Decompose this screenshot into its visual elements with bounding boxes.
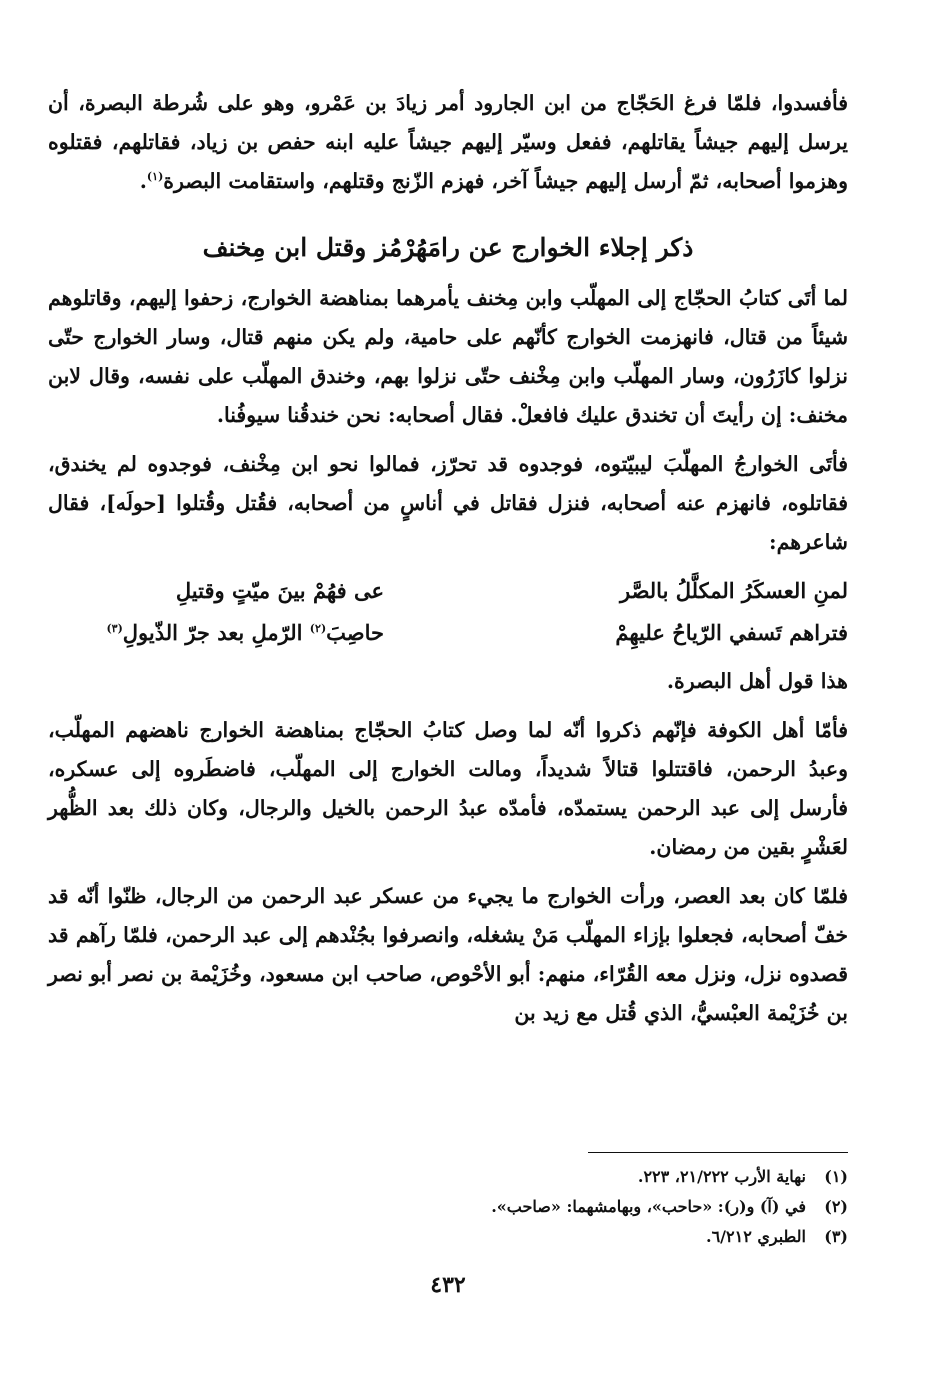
poem-line-2-rest: الرّملِ بعد جرّ الذّيولِ xyxy=(122,620,310,645)
footnote-number: (١) xyxy=(824,1167,848,1186)
footnote-item xyxy=(48,1162,848,1192)
intro-paragraph xyxy=(48,84,848,201)
footnote-text: الطبري ٦/٢١٢. xyxy=(706,1227,806,1246)
footnote-ref-1[interactable]: (١) xyxy=(146,170,164,184)
footnotes xyxy=(48,1162,848,1252)
paragraph-1: لما أتَى كتابُ الحجّاج إلى المهلّب وابن مِخنف يأمرهما بمناهضة الخوارج، زحفوا إليهم، وقاتلوهم شيئاً من قتال، فانهزمت الخوارج كأنّهم على حامية، ولم يكن منهم قتال، وسار الخوارج حتّى نزلوا كازَرُون، وسار المهلّب وابن مِخْنف حتّى نزلوا بهم، وخندق المهلّب على نفسه، وقال لابن مخنف: إن رأيتَ أن تخندق عليك فافعلْ. فقال أصحابه: نحن خندقُنا سيوفُنا. xyxy=(48,286,848,427)
footnote-item xyxy=(48,1222,848,1252)
footnote-item xyxy=(48,1192,848,1222)
poem-line-1-second-hemistich: عى فهُمْ بينَ ميّتٍ وقتيلِ xyxy=(175,578,384,603)
note-basra: هذا قول أهل البصرة. xyxy=(666,669,848,693)
poem-line-2-first-hemistich: فتراهم تَسفي الرّياحُ عليهِمْ xyxy=(615,620,848,645)
footnote-ref-2[interactable]: (٢) xyxy=(309,622,327,635)
footnote-ref-3[interactable]: (٣) xyxy=(106,622,123,635)
poem-line-1 xyxy=(48,570,848,612)
poem-line-1-first-hemistich: لمنِ العسكَرُ المكلَّلُ بالصَّر xyxy=(619,578,848,603)
footnote-text: نهاية الأرب ٢١/٢٢٢، ٢٢٣. xyxy=(637,1167,806,1186)
intro-tail: . xyxy=(139,169,147,193)
page-number: ٤٣٢ xyxy=(430,1272,466,1298)
poem-line-2-second-hemistich xyxy=(48,612,384,654)
footnote-number: (٣) xyxy=(824,1227,848,1246)
page-body xyxy=(48,84,848,1344)
paragraph-3: فأمّا أهل الكوفة فإنّهم ذكروا أنّه لما وصل كتابُ الحجّاج بمناهضة الخوارج ناهضهم المهلّب، وعبدُ الرحمن، فاقتتلوا قتالاً شديداً، ومالت الخوارج إلى المهلّب، فاضطَروه إلى عسكره، فأرسل إلى عبد الرحمن يستمدّه، فأمدّه عبدُ الرحمن بالخيل والرجال، وكان ذلك بعد الظُّهر لعَشْرٍ بقين من رمضان. xyxy=(48,718,848,859)
footnote-text: في (آ) و(ر): «حاحب»، وبهامشهما: «صاحب». xyxy=(491,1197,806,1216)
footnote-number: (٢) xyxy=(824,1197,848,1216)
paragraph-4: فلمّا كان بعد العصر، ورأت الخوارج ما يجيء من عسكر عبد الرحمن من الرجال، ظنّوا أنّه قد خفّ أصحابه، فجعلوا بإزاء المهلّب مَنْ يشغله، وانصرفوا بجُنْدهم إلى عبد الرحمن، فلمّا رآهم قد قصدوه نزل، ونزل معه القُرّاء، منهم: أبو الأحْوص، صاحب ابن مسعود، وخُزَيْمة بن نصر أبو نصر بن خُزَيْمة العبْسيُّ، الذي قُتل مع زيد بن xyxy=(48,884,848,1025)
poem xyxy=(48,570,848,654)
section-heading: ذكر إجلاء الخوارج عن رامَهُرْمُز وقتل ابن مِخنف xyxy=(202,233,694,262)
footnote-divider xyxy=(588,1152,848,1153)
intro-text: فأفسدوا، فلمّا فرغ الحَجّاج من ابن الجارود أمر زيادَ بن عَمْرو، وهو على شُرطة البصرة، أن يرسل إليهم جيشاً يقاتلهم، ففعل وسيّر إليهم جيشاً عليه ابنه حفص بن زياد، فقاتلهم، فقتلوه وهزموا أصحابه، ثمّ أرسل إليهم جيشاً آخر، فهزم الزّنج وقتلهم، واستقامت البصرة xyxy=(48,91,848,193)
poem-line-2 xyxy=(48,612,848,654)
paragraph-2: فأتَى الخوارجُ المهلّبَ ليبيّتوه، فوجدوه قد تحرّز، فمالوا نحو ابن مِخْنف، فوجدوه لم يخندق، فقاتلوه، فانهزم عنه أصحابه، فنزل فقاتل في أناسٍ من أصحابه، فقُتل وقُتلوا [حولَه]، فقال شاعرهم: xyxy=(48,452,848,554)
poem-line-2-word: حاصِبَ xyxy=(326,620,384,645)
